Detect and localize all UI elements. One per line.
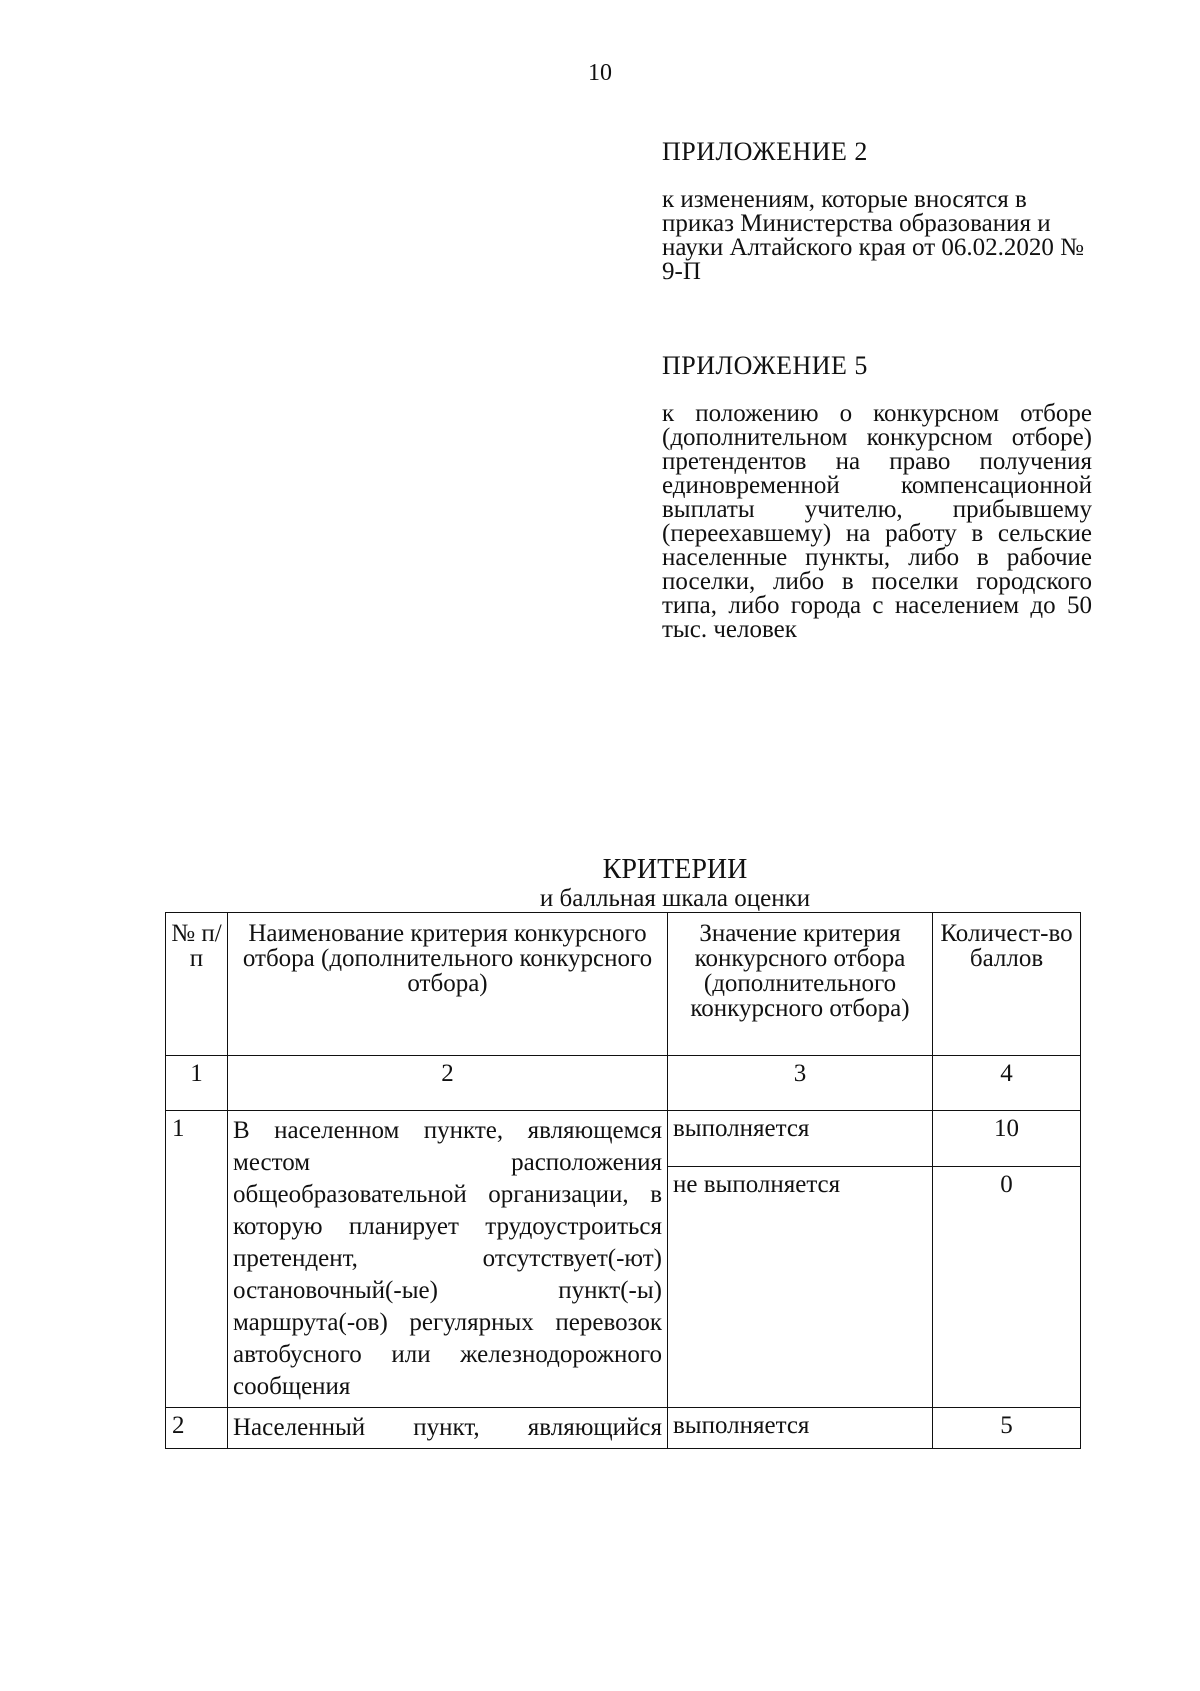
appendix-2-text: к изменениям, которые вносятся в приказ Министерства образования и науки Алтайского края от 06.02.2020 № 9-П: [662, 186, 1085, 285]
column-number: 3: [668, 1056, 933, 1111]
row-option-value: выполняется: [668, 1408, 933, 1449]
row-index: 1: [166, 1111, 228, 1408]
header-points: Количест-во баллов: [933, 913, 1081, 1056]
appendix-5-block: [662, 350, 1092, 642]
appendix-5-title: ПРИЛОЖЕНИЕ 5: [662, 351, 868, 380]
row-index: 2: [166, 1408, 228, 1449]
table-row: [166, 1111, 1081, 1167]
row-option-points: 5: [933, 1408, 1081, 1449]
appendix-2-title: ПРИЛОЖЕНИЕ 2: [662, 137, 868, 166]
criteria-title: КРИТЕРИИ: [602, 854, 748, 885]
row-criterion: Населенный пункт, являющийся: [228, 1408, 668, 1449]
column-number-row: [166, 1056, 1081, 1111]
criteria-subtitle: и балльная шкала оценки: [539, 885, 811, 912]
header-criterion-value: Значение критерия конкурсного отбора (дополнительного конкурсного отбора): [668, 913, 933, 1056]
column-number: 4: [933, 1056, 1081, 1111]
row-option-value: выполняется: [668, 1111, 933, 1167]
criteria-heading: [430, 855, 920, 913]
row-option-points: 10: [933, 1111, 1081, 1167]
page-number: 10: [588, 60, 612, 86]
row-criterion: В населенном пункте, являющемся местом расположения общеобразовательной организации, в которую планирует трудоустроиться претендент, отсутствует(-ют) остановочный(-ые) пункт(-ы) маршрута(-ов) регулярных перевозок автобусного или железнодорожного сообщения: [228, 1111, 668, 1408]
header-number: № п/п: [166, 913, 228, 1056]
column-number: 1: [166, 1056, 228, 1111]
header-criterion-name: Наименование критерия конкурсного отбора (дополнительного конкурсного отбора): [228, 913, 668, 1056]
row-option-points: 0: [933, 1166, 1081, 1407]
appendix-5-text: к положению о конкурсном отборе (дополнительном конкурсном отборе) претендентов на право получения единовременной компенсационной выплаты учителю, прибывшему (переехавшему) на работу в сельские населенные пункты, либо в рабочие поселки, либо в поселки городского типа, либо города с населением до 50 тыс. человек: [662, 400, 1092, 643]
criteria-table: [165, 912, 1081, 1449]
table-row: [166, 1408, 1081, 1449]
row-option-value: не выполняется: [668, 1166, 933, 1407]
column-number: 2: [228, 1056, 668, 1111]
table-header-row: [166, 913, 1081, 1056]
appendix-2-block: [662, 136, 1092, 284]
